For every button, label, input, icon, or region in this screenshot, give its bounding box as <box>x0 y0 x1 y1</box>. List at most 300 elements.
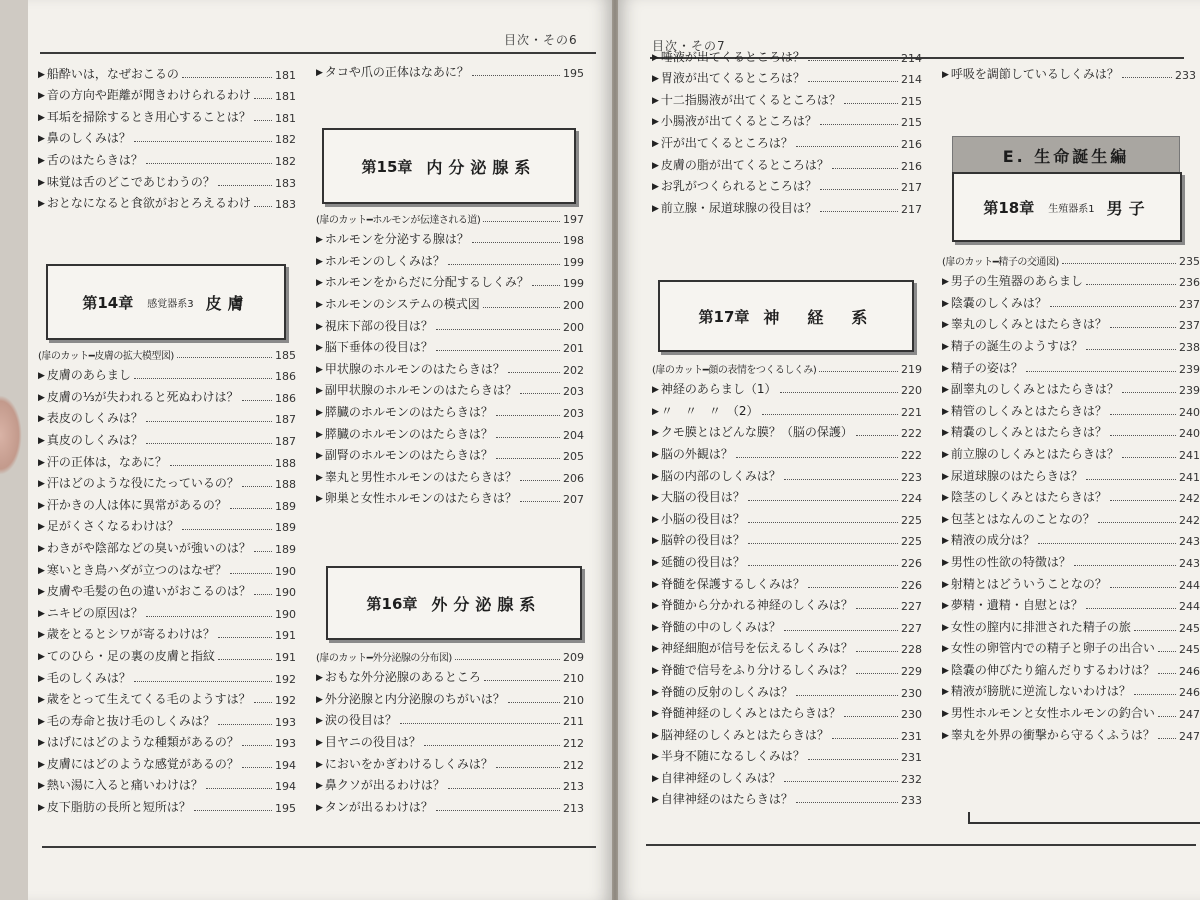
toc-entry <box>652 462 922 484</box>
toc-entry <box>38 513 296 535</box>
toc-entry-title: 呼吸を調節しているしくみは？ <box>950 66 1119 81</box>
bullet-triangle-icon: ▶ <box>316 694 323 705</box>
toc-entry <box>942 289 1200 311</box>
leader-dots <box>808 60 898 61</box>
chapter-name: 神 経 系 <box>763 307 874 327</box>
chapter-name: 内分泌腺系 <box>426 157 537 177</box>
toc-entry <box>316 772 584 794</box>
bullet-triangle-icon: ▶ <box>942 557 949 568</box>
toc-page-number: 216 <box>901 137 922 151</box>
toc-page-number: 223 <box>901 470 922 484</box>
leader-dots <box>254 206 272 207</box>
toc-entry <box>942 332 1200 354</box>
leader-dots <box>832 168 898 169</box>
bullet-triangle-icon: ▶ <box>942 428 949 439</box>
leader-dots <box>1050 306 1176 307</box>
toc-entry-title: 夢精・遺精・自慰とは？ <box>950 598 1083 613</box>
toc-entry-title: 延髄の役目は？ <box>660 554 745 569</box>
leader-dots <box>134 378 272 379</box>
bullet-triangle-icon: ▶ <box>38 457 45 468</box>
toc-page-number: 207 <box>563 493 584 507</box>
toc-entry-title: 睾丸と男性ホルモンのはたらきは？ <box>324 469 517 484</box>
toc-entry-title: 脊髄で信号をふり分けるしくみは？ <box>660 662 853 677</box>
toc-page-number: 239 <box>1179 384 1200 398</box>
bullet-triangle-icon: ▶ <box>942 601 949 612</box>
bullet-triangle-icon: ▶ <box>942 730 949 741</box>
toc-entry <box>652 592 922 614</box>
left-col1-chapter14-list <box>38 340 296 815</box>
bullet-triangle-icon: ▶ <box>652 709 659 720</box>
bullet-triangle-icon: ▶ <box>652 449 659 460</box>
toc-page-number: 191 <box>275 650 296 664</box>
toc-entry <box>652 129 922 151</box>
toc-entry <box>38 729 296 751</box>
toc-entry <box>652 613 922 635</box>
toc-page-number: 199 <box>563 255 584 269</box>
toc-page-number: 200 <box>563 320 584 334</box>
chapter-number: 第16章 <box>366 594 418 613</box>
toc-entry <box>316 377 584 399</box>
toc-page-number: 224 <box>901 492 922 506</box>
toc-page-number: 246 <box>1179 664 1200 678</box>
toc-page-number: 228 <box>901 643 922 657</box>
leader-dots <box>182 77 272 78</box>
leader-dots <box>472 75 560 76</box>
toc-page-number: 240 <box>1179 427 1200 441</box>
toc-entry-title: 脳幹の役目は？ <box>660 533 745 548</box>
leader-dots <box>436 810 560 811</box>
toc-entry-title: 十二指腸液が出てくるところは？ <box>660 92 841 107</box>
toc-entry <box>652 397 922 419</box>
leader-dots <box>134 681 272 682</box>
toc-page-number: 240 <box>1179 405 1200 419</box>
leader-dots <box>748 522 898 523</box>
toc-page-number: 245 <box>1179 643 1200 657</box>
toc-entry <box>38 707 296 729</box>
toc-entry-title: 舌のはたらきは？ <box>46 152 143 167</box>
leader-dots <box>218 724 272 725</box>
toc-entry-title: 精子の誕生のようすは？ <box>950 338 1083 353</box>
toc-entry-title: 視床下部の役目は？ <box>324 318 433 333</box>
toc-entry <box>942 354 1200 376</box>
bullet-triangle-icon: ▶ <box>316 716 323 727</box>
toc-entry-title: 耳垢を掃除するとき用心することは？ <box>46 109 251 124</box>
bullet-triangle-icon: ▶ <box>942 536 949 547</box>
toc-page-number: 194 <box>275 780 296 794</box>
leader-dots <box>242 486 272 487</box>
leader-dots <box>218 659 272 660</box>
bullet-triangle-icon: ▶ <box>316 364 323 375</box>
toc-entry-title: 大脳の役目は？ <box>660 490 745 505</box>
toc-entry <box>38 448 296 470</box>
bullet-triangle-icon: ▶ <box>38 738 45 749</box>
bullet-triangle-icon: ▶ <box>942 687 949 698</box>
toc-entry <box>38 168 296 190</box>
toc-page-number: 199 <box>563 277 584 291</box>
toc-entry <box>38 686 296 708</box>
leader-dots <box>242 767 272 768</box>
leader-dots <box>1158 738 1176 739</box>
toc-entry <box>38 750 296 772</box>
toc-entry-title: 船酔いは，なぜおこるの <box>46 66 179 81</box>
toc-entry <box>38 60 296 82</box>
leader-dots <box>254 594 272 595</box>
leader-dots <box>230 508 272 509</box>
toc-entry-title: 脊髄神経のしくみとはたらきは？ <box>660 706 841 721</box>
toc-entry <box>652 194 922 216</box>
leader-dots <box>856 608 898 609</box>
toc-page-number: 205 <box>563 450 584 464</box>
toc-entry <box>942 376 1200 398</box>
toc-entry <box>316 793 584 815</box>
bullet-triangle-icon: ▶ <box>942 385 949 396</box>
leader-dots <box>496 437 560 438</box>
toc-entry <box>316 750 584 772</box>
leader-dots <box>784 781 898 782</box>
toc-page-number: 217 <box>901 181 922 195</box>
bullet-triangle-icon: ▶ <box>942 341 949 352</box>
leader-dots <box>436 350 560 351</box>
toc-entry <box>316 247 584 269</box>
leader-dots <box>784 479 898 480</box>
toc-entry-title: 音の方向や距離が聞きわけられるわけ <box>46 88 251 103</box>
toc-entry-title: 男性の性欲の特徴は？ <box>950 554 1071 569</box>
leader-dots <box>1110 414 1176 415</box>
toc-entry-title: 包茎とはなんのことなの？ <box>950 511 1095 526</box>
toc-entry <box>942 635 1200 657</box>
toc-page-number: 238 <box>1179 340 1200 354</box>
bullet-triangle-icon: ▶ <box>942 406 949 417</box>
toc-entry <box>38 470 296 492</box>
chapter-15-box <box>322 128 576 204</box>
toc-entry <box>652 376 922 398</box>
toc-entry-title: 脊髄を保護するしくみは？ <box>660 576 805 591</box>
bullet-triangle-icon: ▶ <box>316 67 323 78</box>
toc-page-number: 200 <box>563 298 584 312</box>
bullet-triangle-icon: ▶ <box>652 52 659 63</box>
left-col2-chapter16-list <box>316 642 584 815</box>
toc-entry-title: 女性の膣内に排泄された精子の旅 <box>950 619 1131 634</box>
toc-page-number: 186 <box>275 391 296 405</box>
bullet-triangle-icon: ▶ <box>316 256 323 267</box>
bullet-triangle-icon: ▶ <box>942 665 949 676</box>
leader-dots <box>1158 673 1176 674</box>
toc-page-number: 189 <box>275 542 296 556</box>
toc-page-number: 222 <box>901 427 922 441</box>
bullet-triangle-icon: ▶ <box>652 385 659 396</box>
bullet-triangle-icon: ▶ <box>942 69 949 80</box>
toc-entry <box>942 656 1200 678</box>
toc-entry-title: 目ヤニの役目は？ <box>324 734 421 749</box>
toc-page-number: 231 <box>901 751 922 765</box>
toc-page-number: 227 <box>901 621 922 635</box>
leader-dots <box>448 788 560 789</box>
toc-entry <box>942 527 1200 549</box>
toc-page-number: 188 <box>275 456 296 470</box>
toc-entry-title: 神経細胞が信号を伝えるしくみは？ <box>660 641 853 656</box>
leader-dots <box>1158 716 1176 717</box>
toc-page-number: 241 <box>1179 470 1200 484</box>
leader-dots <box>844 103 898 104</box>
bullet-triangle-icon: ▶ <box>942 514 949 525</box>
toc-entry-title: てのひら・足の裏の皮膚と指紋 <box>46 648 215 663</box>
toc-entry-title: タンが出るわけは？ <box>324 799 433 814</box>
chapter-number: 第18章 <box>983 198 1035 217</box>
leader-dots <box>1134 694 1176 695</box>
toc-page-number: 212 <box>563 736 584 750</box>
toc-entry <box>652 635 922 657</box>
toc-entry-title: (扉のカット━皮膚の拡大模型図) <box>38 350 174 362</box>
bullet-triangle-icon: ▶ <box>38 522 45 533</box>
bullet-triangle-icon: ▶ <box>38 392 45 403</box>
leader-dots <box>508 372 560 373</box>
toc-page-number: 210 <box>563 672 584 686</box>
leader-dots <box>146 443 272 444</box>
toc-entry <box>38 340 296 362</box>
bullet-triangle-icon: ▶ <box>652 182 659 193</box>
toc-entry-title: 卵巣と女性ホルモンのはたらきは？ <box>324 491 517 506</box>
bullet-triangle-icon: ▶ <box>652 622 659 633</box>
toc-page-number: 182 <box>275 133 296 147</box>
toc-entry <box>652 151 922 173</box>
toc-entry <box>942 678 1200 700</box>
toc-entry <box>316 334 584 356</box>
toc-entry-title: (扉のカット━ホルモンが伝達される道) <box>316 214 481 226</box>
toc-entry <box>652 484 922 506</box>
toc-page-number: 221 <box>901 405 922 419</box>
toc-page-number: 187 <box>275 434 296 448</box>
left-col2-chapter15-list <box>316 204 584 506</box>
toc-page-number: 181 <box>275 68 296 82</box>
right-footer-rule <box>646 844 1196 846</box>
toc-entry-title: (扉のカット━顔の表情をつくるしくみ) <box>652 364 817 376</box>
toc-entry <box>652 570 922 592</box>
toc-entry-title: 男性ホルモンと女性ホルモンの釣合い <box>950 706 1155 721</box>
bullet-triangle-icon: ▶ <box>38 199 45 210</box>
toc-page-number: 242 <box>1179 513 1200 527</box>
leader-dots <box>780 392 898 393</box>
bullet-triangle-icon: ▶ <box>38 587 45 598</box>
leader-dots <box>520 501 560 502</box>
toc-entry <box>316 420 584 442</box>
bullet-triangle-icon: ▶ <box>38 134 45 145</box>
bullet-triangle-icon: ▶ <box>316 472 323 483</box>
toc-entry-title: (扉のカット━精子の交通図) <box>942 256 1059 268</box>
toc-page-number: 202 <box>563 363 584 377</box>
toc-entry <box>652 721 922 743</box>
bullet-triangle-icon: ▶ <box>652 687 659 698</box>
toc-entry <box>652 173 922 195</box>
toc-page-number: 198 <box>563 234 584 248</box>
leader-dots <box>1122 77 1172 78</box>
toc-entry-title: 自律神経のはたらきは？ <box>660 792 793 807</box>
toc-entry-title: 真皮のしくみは？ <box>46 432 143 447</box>
toc-page-number: 189 <box>275 499 296 513</box>
toc-entry <box>942 548 1200 570</box>
toc-entry-title: お乳がつくられるところは？ <box>660 179 817 194</box>
toc-entry <box>942 268 1200 290</box>
bullet-triangle-icon: ▶ <box>38 781 45 792</box>
leader-dots <box>808 81 898 82</box>
bullet-triangle-icon: ▶ <box>652 95 659 106</box>
bullet-triangle-icon: ▶ <box>942 449 949 460</box>
toc-entry-title: 膵臓のホルモンのはたらきは？ <box>324 404 493 419</box>
leader-dots <box>496 767 560 768</box>
toc-page-number: 220 <box>901 384 922 398</box>
leader-dots <box>254 120 272 121</box>
left-footer-rule <box>42 846 596 848</box>
toc-page-number: 245 <box>1179 621 1200 635</box>
leader-dots <box>424 745 560 746</box>
toc-page-number: 246 <box>1179 686 1200 700</box>
leader-dots <box>448 264 560 265</box>
toc-page-number: 213 <box>563 801 584 815</box>
thumb-shadow <box>0 395 22 475</box>
toc-entry <box>316 290 584 312</box>
toc-page-number: 192 <box>275 672 296 686</box>
toc-entry-title: 唾液が出てくるところは？ <box>660 49 805 64</box>
toc-entry-title: 男子の生殖器のあらまし <box>950 274 1083 289</box>
toc-entry <box>316 204 584 226</box>
toc-entry-title: 歳をとって生えてくる毛のようすは？ <box>46 692 251 707</box>
bullet-triangle-icon: ▶ <box>38 69 45 80</box>
leader-dots <box>820 211 898 212</box>
toc-page-number: 225 <box>901 513 922 527</box>
toc-page-number: 229 <box>901 664 922 678</box>
toc-page-number: 215 <box>901 116 922 130</box>
toc-page-number: 188 <box>275 478 296 492</box>
toc-page-number: 190 <box>275 564 296 578</box>
bullet-triangle-icon: ▶ <box>652 557 659 568</box>
right-col1-chapter17-list <box>652 354 922 807</box>
bullet-triangle-icon: ▶ <box>316 278 323 289</box>
toc-entry-title: 汗の正体は，なあに？ <box>46 454 167 469</box>
toc-entry <box>652 419 922 441</box>
toc-page-number: 195 <box>275 802 296 816</box>
toc-entry-title: 汗かきの人は体に異常があるの？ <box>46 497 227 512</box>
toc-entry-title: 脳の内部のしくみは？ <box>660 468 781 483</box>
toc-entry <box>942 484 1200 506</box>
toc-entry-title: 歳をとるとシワが寄るわけは？ <box>46 627 215 642</box>
toc-entry <box>316 728 584 750</box>
toc-entry <box>38 405 296 427</box>
toc-page-number: 194 <box>275 758 296 772</box>
leader-dots <box>784 630 898 631</box>
chapter-number: 第14章 <box>82 293 134 312</box>
bullet-triangle-icon: ▶ <box>38 651 45 662</box>
toc-entry <box>942 505 1200 527</box>
bullet-triangle-icon: ▶ <box>652 428 659 439</box>
toc-entry <box>38 793 296 815</box>
bullet-triangle-icon: ▶ <box>38 155 45 166</box>
toc-page-number: 225 <box>901 535 922 549</box>
toc-entry <box>316 442 584 464</box>
toc-entry <box>942 699 1200 721</box>
toc-entry <box>316 463 584 485</box>
bullet-triangle-icon: ▶ <box>652 773 659 784</box>
toc-entry <box>652 440 922 462</box>
leader-dots <box>1110 500 1176 501</box>
toc-entry <box>38 599 296 621</box>
toc-entry <box>316 226 584 248</box>
toc-entry-title: 精液が膀胱に逆流しないわけは？ <box>950 684 1131 699</box>
toc-entry <box>38 534 296 556</box>
bullet-triangle-icon: ▶ <box>316 235 323 246</box>
toc-entry <box>316 58 584 80</box>
toc-entry-title: 脳下垂体の役目は？ <box>324 340 433 355</box>
toc-entry-title: 尿道球腺のはたらきは？ <box>950 468 1083 483</box>
toc-entry <box>652 505 922 527</box>
toc-entry <box>316 642 584 664</box>
leader-dots <box>177 357 272 358</box>
toc-entry-title: 汗が出てくるところは？ <box>660 135 793 150</box>
toc-entry <box>38 664 296 686</box>
leader-dots <box>1158 651 1176 652</box>
toc-entry-title: 皮膚のあらまし <box>46 368 131 383</box>
toc-entry-title: 寒いとき鳥ハダが立つのはなぜ？ <box>46 562 227 577</box>
bullet-triangle-icon: ▶ <box>316 451 323 462</box>
leader-dots <box>1110 327 1176 328</box>
toc-entry <box>942 440 1200 462</box>
toc-entry-title: ホルモンをからだに分配するしくみ？ <box>324 275 529 290</box>
leader-dots <box>820 189 898 190</box>
leader-dots <box>254 98 272 99</box>
bullet-triangle-icon: ▶ <box>942 493 949 504</box>
toc-entry-title: ホルモンを分泌する腺は？ <box>324 232 469 247</box>
bullet-triangle-icon: ▶ <box>38 630 45 641</box>
bullet-triangle-icon: ▶ <box>652 74 659 85</box>
toc-page-number: 239 <box>1179 362 1200 376</box>
bullet-triangle-icon: ▶ <box>38 608 45 619</box>
toc-entry-title: 脊髄から分かれる神経のしくみは？ <box>660 598 853 613</box>
toc-entry-title: 神経のあらまし（1） <box>660 382 777 397</box>
toc-entry-title: 表皮のしくみは？ <box>46 411 143 426</box>
leader-dots <box>242 745 272 746</box>
toc-entry <box>652 527 922 549</box>
toc-page-number: 215 <box>901 94 922 108</box>
bullet-triangle-icon: ▶ <box>316 802 323 813</box>
toc-entry-title: 脳神経のしくみとはたらきは？ <box>660 727 829 742</box>
chapter-subtitle: 生殖器系1 <box>1048 203 1095 215</box>
toc-page-number: 244 <box>1179 578 1200 592</box>
toc-page-number: 185 <box>275 348 296 362</box>
toc-entry-title: 毛の寿命と抜け毛のしくみは？ <box>46 713 215 728</box>
leader-dots <box>218 637 272 638</box>
bullet-triangle-icon: ▶ <box>38 759 45 770</box>
toc-page-number: 203 <box>563 406 584 420</box>
toc-entry <box>652 43 922 65</box>
toc-entry-title: 〃 〃 〃 （2） <box>660 403 759 418</box>
leader-dots <box>1086 479 1176 480</box>
bullet-triangle-icon: ▶ <box>316 343 323 354</box>
toc-page-number: 209 <box>563 650 584 664</box>
toc-page-number: 197 <box>563 212 584 226</box>
leader-dots <box>1086 284 1176 285</box>
chapter-16-box <box>326 566 582 640</box>
leader-dots <box>484 680 560 681</box>
toc-entry-title: 熱い湯に入ると痛いわけは？ <box>46 778 203 793</box>
leader-dots <box>1110 587 1176 588</box>
leader-dots <box>400 723 560 724</box>
left-col2-top-list <box>316 58 584 80</box>
chapter-17-box <box>658 280 914 352</box>
toc-page-number: 217 <box>901 202 922 216</box>
leader-dots <box>1026 371 1176 372</box>
leader-dots <box>1122 392 1176 393</box>
toc-entry <box>38 556 296 578</box>
toc-page-number: 247 <box>1179 708 1200 722</box>
leader-dots <box>218 185 272 186</box>
